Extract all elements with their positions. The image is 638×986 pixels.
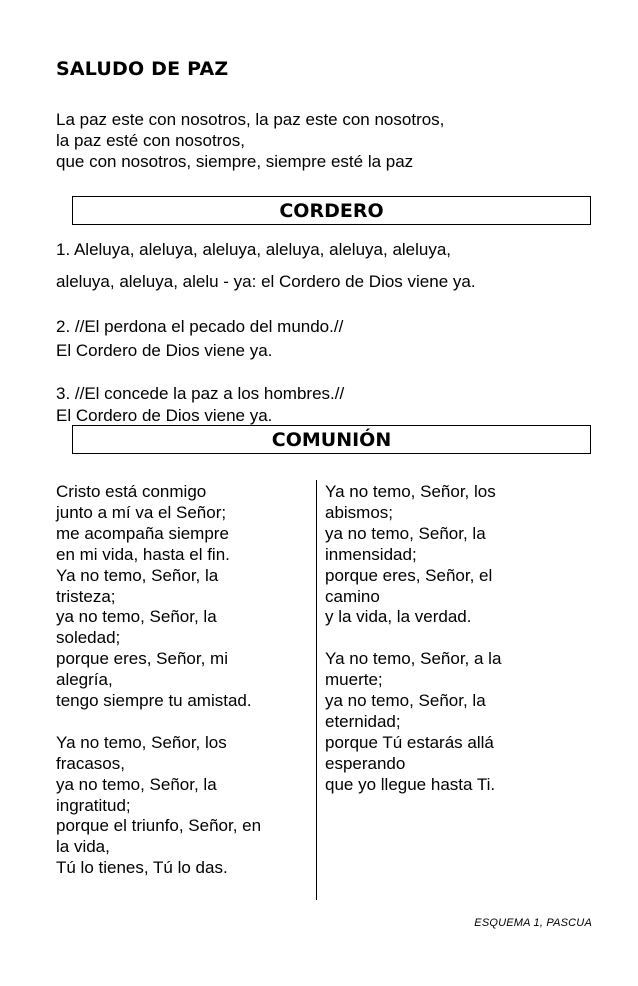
saludo-title: SALUDO DE PAZ [56, 58, 229, 80]
lyric-line: tengo siempre tu amistad. [56, 691, 252, 711]
lyric-line: camino [325, 586, 380, 606]
comunion-title: COMUNIÓN [271, 428, 392, 451]
lyric-line: junto a mí va el Señor; [56, 502, 227, 522]
comunion-right-column [325, 482, 501, 796]
lyric-line: Ya no temo, Señor, los [56, 732, 227, 752]
cordero-verse-2-line-2: El Cordero de Dios viene ya. [56, 341, 273, 360]
lyric-line: ya no temo, Señor, la [325, 523, 486, 543]
cordero-heading-box [72, 196, 591, 225]
lyric-line: en mi vida, hasta el fin. [56, 544, 230, 564]
lyric-line: y la vida, la verdad. [325, 607, 472, 627]
cordero-verse-3-line-1: 3. //El concede la paz a los hombres.// [56, 384, 345, 403]
comunion-left-column [56, 482, 261, 879]
lyric-line: Ya no temo, Señor, a la [325, 649, 502, 669]
lyric-line: eternidad; [325, 711, 401, 731]
lyric-line: inmensidad; [325, 544, 417, 564]
lyric-line: esperando [325, 753, 406, 773]
saludo-line-2: la paz esté con nosotros, [56, 131, 246, 150]
comunion-heading-box [72, 425, 591, 454]
stanza-gap [325, 628, 501, 649]
lyric-line: Ya no temo, Señor, los [325, 482, 496, 501]
lyric-line: me acompaña siempre [56, 523, 229, 543]
lyric-line: fracasos, [56, 753, 125, 773]
lyric-line: soledad; [56, 628, 121, 648]
lyric-line: abismos; [325, 502, 394, 522]
saludo-line-3: que con nosotros, siempre, siempre esté la paz [56, 152, 414, 171]
footer-label: ESQUEMA 1, PASCUA [474, 917, 592, 929]
lyric-line: porque eres, Señor, el [325, 565, 493, 585]
lyric-line: ya no temo, Señor, la [325, 691, 486, 711]
lyric-line: porque el triunfo, Señor, en [56, 816, 262, 836]
column-divider [316, 480, 317, 900]
lyric-line: ya no temo, Señor, la [56, 607, 217, 627]
cordero-title: CORDERO [279, 199, 384, 222]
lyric-line: porque Tú estarás allá [325, 732, 494, 752]
lyric-line: Tú lo tienes, Tú lo das. [56, 858, 228, 878]
lyric-line: la vida, [56, 837, 110, 857]
lyric-line: Cristo está conmigo [56, 482, 207, 501]
lyric-line: muerte; [325, 670, 383, 690]
lyric-line: ya no temo, Señor, la [56, 774, 217, 794]
lyric-line: que yo llegue hasta Ti. [325, 774, 496, 794]
lyric-line: alegría, [56, 670, 113, 690]
lyric-line: ingratitud; [56, 795, 131, 815]
cordero-verse-1-line-2: aleluya, aleluya, alelu - ya: el Cordero de Dios viene ya. [56, 272, 476, 291]
cordero-verse-1-line-1: 1. Aleluya, aleluya, aleluya, aleluya, aleluya, aleluya, [56, 240, 452, 259]
lyric-line: tristeza; [56, 586, 116, 606]
cordero-verse-2-line-1: 2. //El perdona el pecado del mundo.// [56, 317, 344, 336]
cordero-verse-3-line-2: El Cordero de Dios viene ya. [56, 406, 273, 425]
stanza-gap [56, 712, 261, 733]
lyric-line: Ya no temo, Señor, la [56, 565, 219, 585]
saludo-line-1: La paz este con nosotros, la paz este con nosotros, [56, 110, 445, 129]
lyric-line: porque eres, Señor, mi [56, 649, 228, 669]
